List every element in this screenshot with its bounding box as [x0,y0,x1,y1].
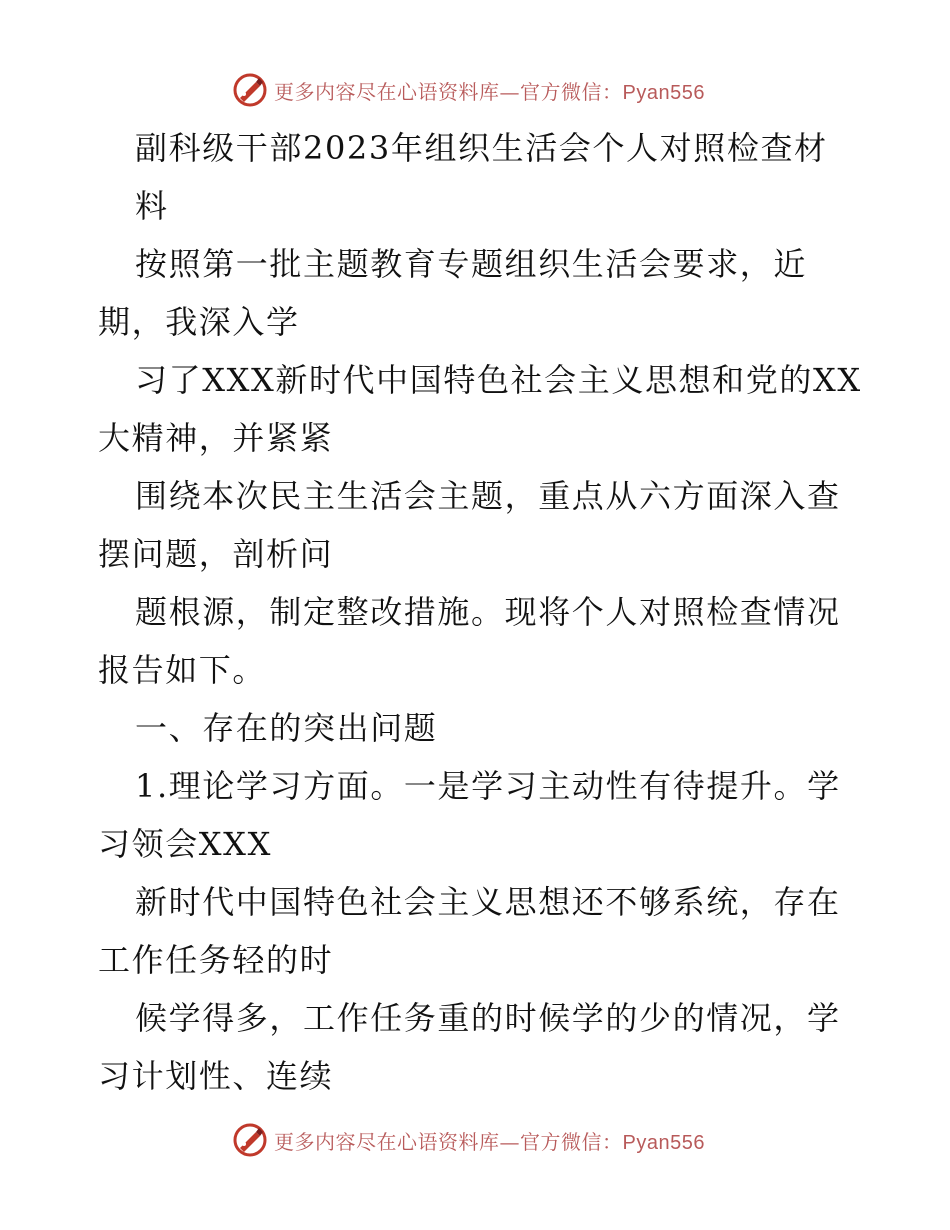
paragraph-line: 工作任务轻的时 [98,941,334,979]
banner-text: 更多内容尽在心语资料库—官方微信： [274,1129,623,1154]
document-title-continued: 料 [135,187,169,225]
paragraph-line: 按照第一批主题教育专题组织生活会要求，近 [135,245,808,283]
wechat-id: Pyan556 [622,1131,705,1154]
paragraph-line: 期，我深入学 [98,303,300,341]
paragraph-line: 习了XXX新时代中国特色社会主义思想和党的XX [135,361,862,399]
pen-logo-icon [232,72,268,108]
document-title: 副科级干部2023年组织生活会个人对照检查材 [135,129,828,167]
paragraph-line: 新时代中国特色社会主义思想还不够系统，存在 [135,883,841,921]
section-heading: 一、存在的突出问题 [135,709,438,747]
paragraph-line: 题根源，制定整改措施。现将个人对照检查情况 [135,593,841,631]
footer-banner [232,1120,705,1160]
paragraph-line: 习计划性、连续 [98,1057,334,1095]
paragraph-line: 1.理论学习方面。一是学习主动性有待提升。学 [135,767,841,805]
paragraph-line: 大精神，并紧紧 [98,419,334,457]
pen-logo-icon [232,1122,268,1158]
paragraph-line: 围绕本次民主生活会主题，重点从六方面深入查 [135,477,841,515]
paragraph-line: 习领会XXX [98,825,272,863]
header-banner [232,70,705,110]
wechat-id: Pyan556 [622,81,705,104]
paragraph-line: 报告如下。 [98,651,267,689]
paragraph-line: 候学得多，工作任务重的时候学的少的情况，学 [135,999,841,1037]
banner-text: 更多内容尽在心语资料库—官方微信： [274,79,623,104]
paragraph-line: 摆问题，剖析问 [98,535,334,573]
